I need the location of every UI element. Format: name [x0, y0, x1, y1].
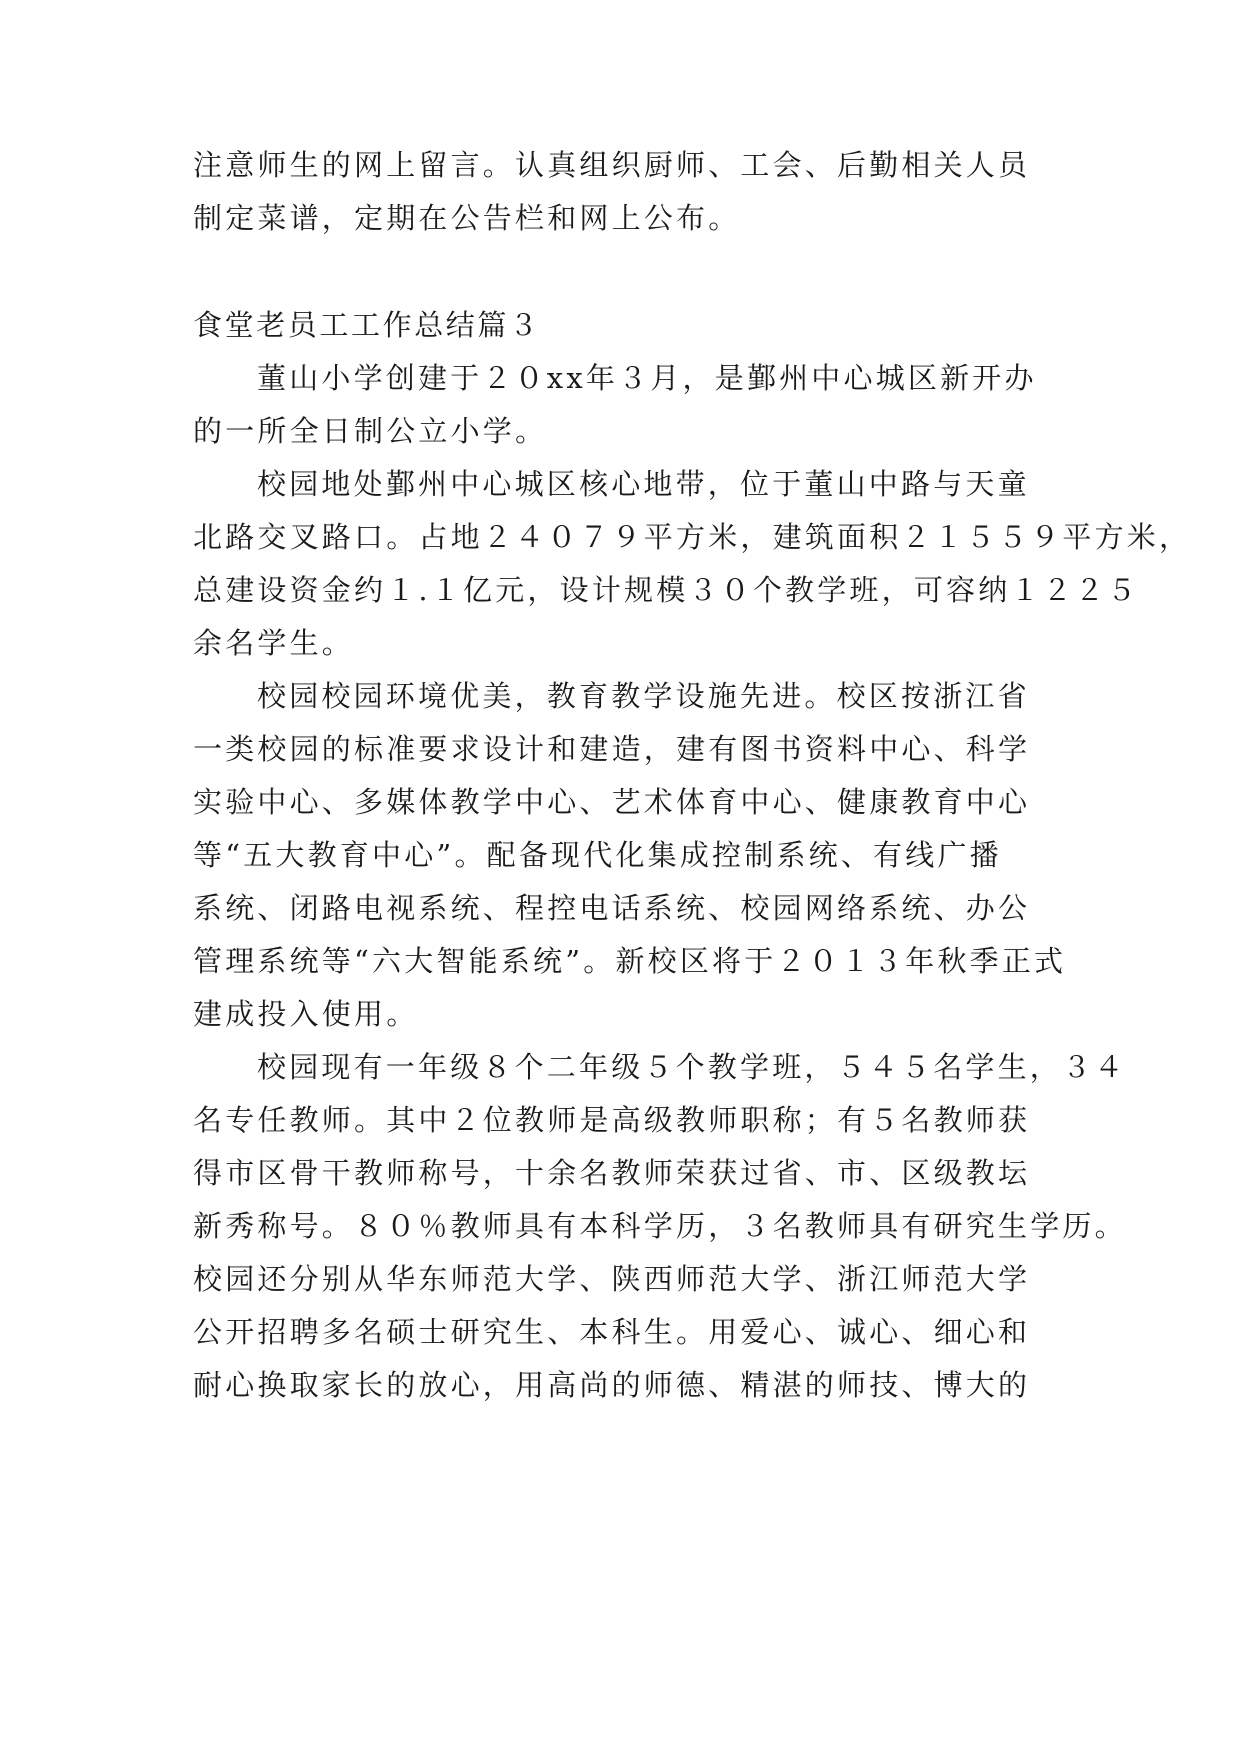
paragraph-line: 等“五大教育中心”。配备现代化集成控制系统、有线广播	[193, 838, 1002, 872]
paragraph-line: 余名学生。	[193, 626, 355, 660]
paragraph-line: 名专任教师。其中２位教师是高级教师职称；有５名教师获	[193, 1103, 1031, 1137]
section-title: 食堂老员工工作总结篇３	[193, 308, 541, 342]
paragraph-line: 校园现有一年级８个二年级５个教学班，５４５名学生，３４	[257, 1050, 1127, 1084]
paragraph-line: 耐心换取家长的放心，用高尚的师德、精湛的师技、博大的	[193, 1368, 1031, 1402]
paragraph-line: 北路交叉路口。占地２４０７９平方米，建筑面积２１５５９平方米，	[193, 520, 1192, 554]
paragraph-line: 注意师生的网上留言。认真组织厨师、工会、后勤相关人员	[193, 148, 1031, 182]
paragraph-line: 实验中心、多媒体教学中心、艺术体育中心、健康教育中心	[193, 785, 1031, 819]
paragraph-line: 得市区骨干教师称号，十余名教师荣获过省、市、区级教坛	[193, 1156, 1031, 1190]
paragraph-line: 董山小学创建于２０xx年３月，是鄞州中心城区新开办	[257, 361, 1037, 395]
paragraph-line: 新秀称号。８０％教师具有本科学历，３名教师具有研究生学历。	[193, 1209, 1127, 1243]
paragraph-line: 总建设资金约１.１亿元，设计规模３０个教学班，可容纳１２２５	[193, 573, 1140, 607]
paragraph-line: 校园还分别从华东师范大学、陕西师范大学、浙江师范大学	[193, 1262, 1031, 1296]
paragraph-line: 的一所全日制公立小学。	[193, 414, 548, 448]
paragraph-line: 校园校园环境优美，教育教学设施先进。校区按浙江省	[257, 679, 1030, 713]
paragraph-line: 系统、闭路电视系统、程控电话系统、校园网络系统、办公	[193, 891, 1031, 925]
paragraph-line: 校园地处鄞州中心城区核心地带，位于董山中路与天童	[257, 467, 1030, 501]
paragraph-line: 一类校园的标准要求设计和建造，建有图书资料中心、科学	[193, 732, 1031, 766]
paragraph-line: 公开招聘多名硕士研究生、本科生。用爱心、诚心、细心和	[193, 1315, 1031, 1349]
paragraph-line: 制定菜谱，定期在公告栏和网上公布。	[193, 201, 741, 235]
paragraph-line: 建成投入使用。	[193, 997, 419, 1031]
paragraph-line: 管理系统等“六大智能系统”。新校区将于２０１３年秋季正式	[193, 944, 1067, 978]
